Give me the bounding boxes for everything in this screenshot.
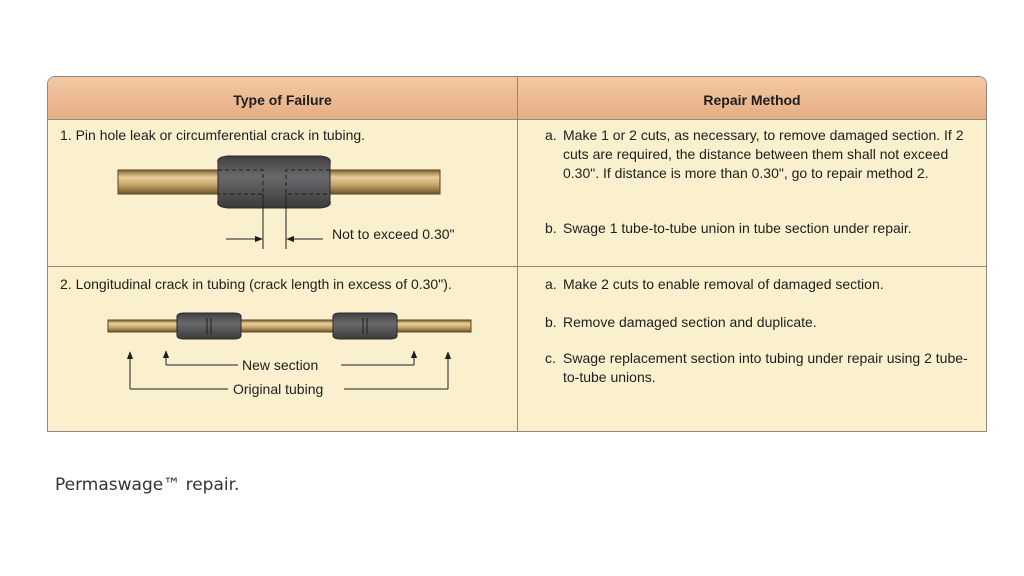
step-text: Make 2 cuts to enable removal of damaged section. <box>563 276 884 292</box>
figure-caption: Permaswage™ repair. <box>55 475 240 495</box>
union-2-right <box>333 313 397 339</box>
header-repair-method: Repair Method <box>703 92 801 108</box>
union-2-left <box>177 313 241 339</box>
union-1 <box>218 156 331 208</box>
tubing-diagrams <box>48 77 986 431</box>
tube-2 <box>108 320 471 332</box>
label-new-section: New section <box>242 357 319 373</box>
repair-table <box>47 76 987 432</box>
failure-1-text: 1. Pin hole leak or circumferential crack in tubing. <box>60 127 366 143</box>
diagram-2 <box>108 313 471 397</box>
step-text: Make 1 or 2 cuts, as necessary, to remove damaged section. If 2 cuts are required, the distance between them shall not exceed 0.30". If distance is more than 0.30", go to repair method 2. <box>563 127 964 181</box>
step-label: a. <box>545 276 557 292</box>
step-label: b. <box>545 220 557 236</box>
step-label: c. <box>545 350 556 366</box>
step-label: a. <box>545 127 557 143</box>
header-type-of-failure: Type of Failure <box>233 92 332 108</box>
step-text: Remove damaged section and duplicate. <box>563 314 817 330</box>
step-text: Swage replacement section into tubing under repair using 2 tube-to-tube unions. <box>563 350 968 385</box>
label-original-tubing: Original tubing <box>233 381 324 397</box>
failure-2-text: 2. Longitudinal crack in tubing (crack length in excess of 0.30"). <box>60 276 452 292</box>
diagram-1 <box>118 156 455 249</box>
label-not-to-exceed: Not to exceed 0.30" <box>332 226 455 242</box>
step-label: b. <box>545 314 557 330</box>
step-text: Swage 1 tube-to-tube union in tube section under repair. <box>563 220 912 236</box>
